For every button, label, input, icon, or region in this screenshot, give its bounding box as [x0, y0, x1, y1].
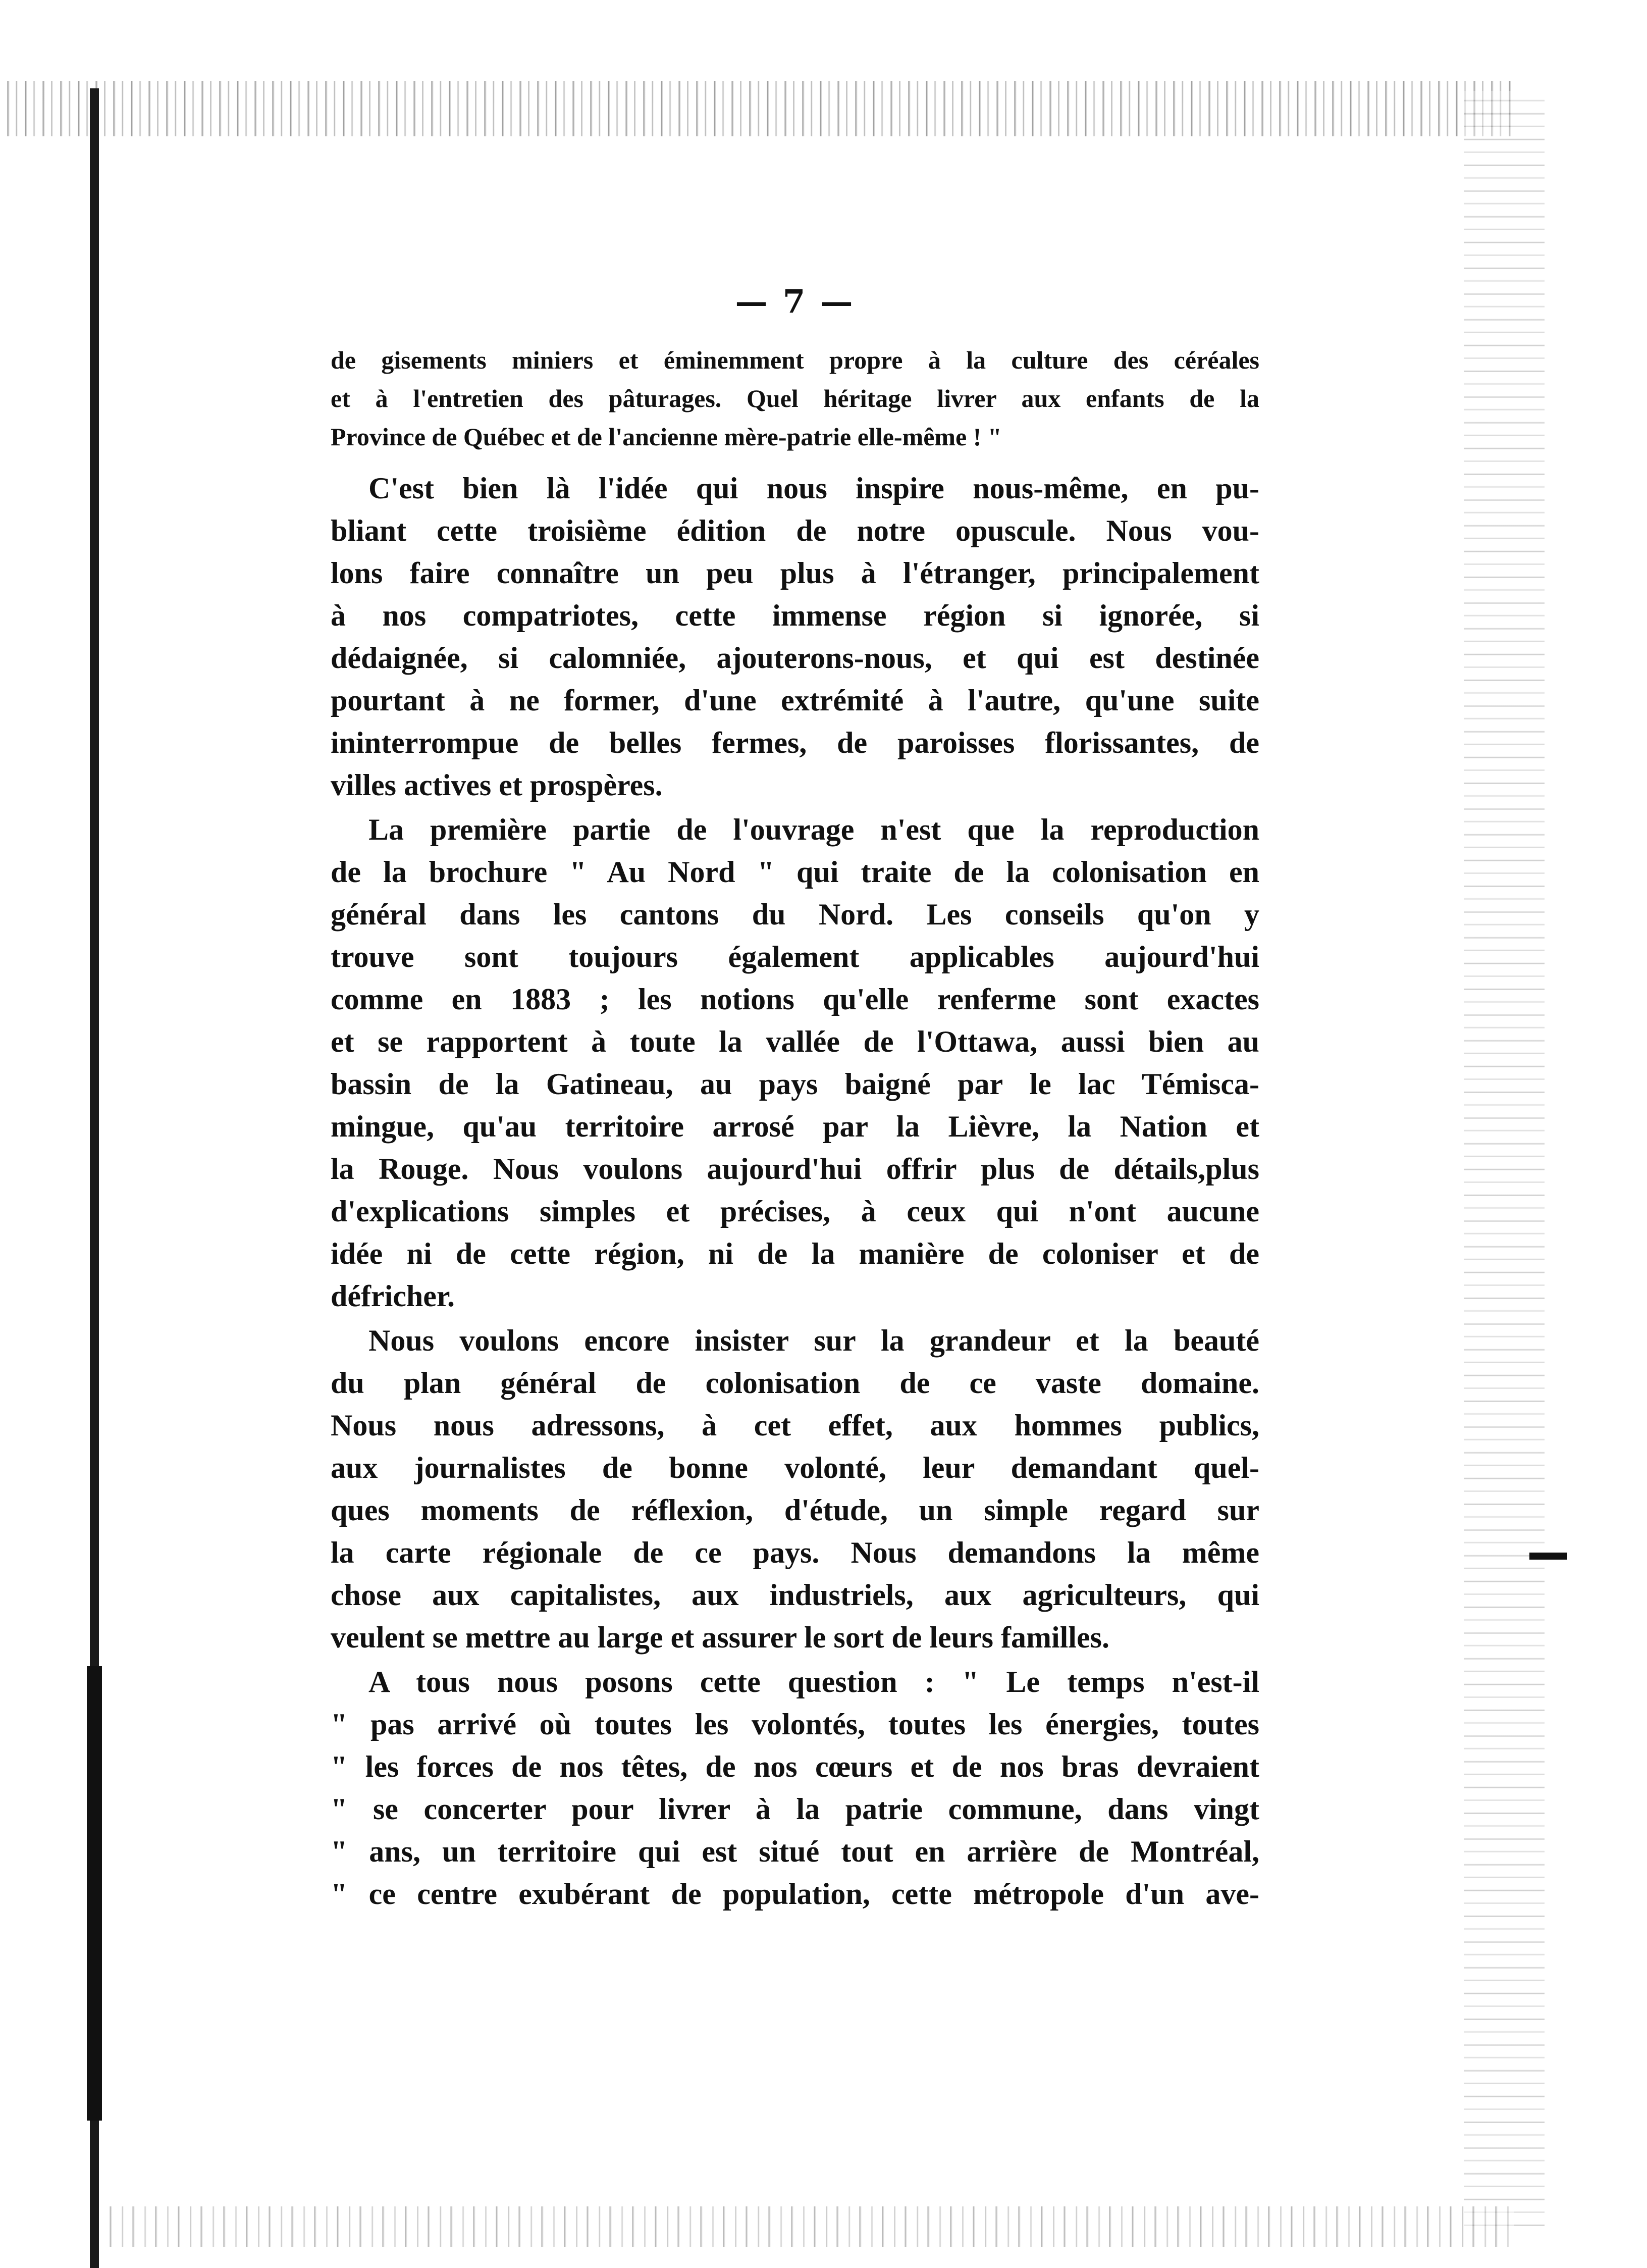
text-line: veulent se mettre au large et assurer le sort de leurs familles.	[331, 1621, 1109, 1654]
page-top-edge-noise	[0, 81, 1514, 136]
quote-line: Province de Québec et de l'ancienne mère-patrie elle-même ! "	[331, 423, 1002, 451]
text-line: bliant cette troisième édition de notre opuscule. Nous vou-	[331, 514, 1259, 547]
text-line: comme en 1883 ; les notions qu'elle renferme sont exactes	[331, 983, 1259, 1016]
text-line: aux journalistes de bonne volonté, leur demandant quel-	[331, 1451, 1259, 1484]
quote-line: et à l'entretien des pâturages. Quel héritage livrer aux enfants de la	[331, 384, 1259, 413]
page-number: — 7 —	[735, 283, 855, 321]
text-line: d'explications simples et précises, à ceux qui n'ont aucune	[331, 1195, 1259, 1228]
text-line: lons faire connaître un peu plus à l'étranger, principalement	[331, 556, 1259, 590]
paragraph-4	[331, 1661, 1259, 1915]
text-line: dédaignée, si calomniée, ajouterons-nous, et qui est destinée	[331, 641, 1259, 675]
text-line: " les forces de nos têtes, de nos cœurs et de nos bras devraient	[331, 1750, 1259, 1783]
text-line: Nous nous adressons, à cet effet, aux hommes publics,	[331, 1409, 1259, 1442]
text-line: A tous nous posons cette question : " Le temps n'est-il	[368, 1665, 1259, 1698]
text-line: La première partie de l'ouvrage n'est que la reproduction	[368, 813, 1259, 846]
text-line: la carte régionale de ce pays. Nous demandons la même	[331, 1536, 1259, 1569]
text-line: Nous voulons encore insister sur la grandeur et la beauté	[368, 1324, 1259, 1357]
text-line: idée ni de cette région, ni de la manière de coloniser et de	[331, 1237, 1259, 1270]
text-line: à nos compatriotes, cette immense région si ignorée, si	[331, 599, 1259, 632]
text-line: " se concerter pour livrer à la patrie commune, dans vingt	[331, 1792, 1259, 1826]
page-bottom-edge-noise	[101, 2206, 1514, 2247]
text-line: " pas arrivé où toutes les volontés, toutes les énergies, toutes	[331, 1708, 1259, 1741]
text-line: général dans les cantons du Nord. Les conseils qu'on y	[331, 898, 1259, 931]
text-line: chose aux capitalistes, aux industriels, aux agriculteurs, qui	[331, 1578, 1259, 1612]
text-line: C'est bien là l'idée qui nous inspire nous-même, en pu-	[368, 472, 1259, 505]
page-text	[331, 283, 1259, 1915]
quote-continuation	[331, 341, 1259, 456]
text-line: du plan général de colonisation de ce vaste domaine.	[331, 1366, 1259, 1400]
text-line: et se rapportent à toute la vallée de l'Ottawa, aussi bien au	[331, 1025, 1259, 1058]
text-line: trouve sont toujours également applicables aujourd'hui	[331, 940, 1259, 973]
text-line: villes actives et prospères.	[331, 768, 663, 802]
text-line: " ce centre exubérant de population, cette métropole d'un ave-	[331, 1877, 1259, 1911]
paragraph-1	[331, 467, 1259, 806]
text-line: mingue, qu'au territoire arrosé par la Lièvre, la Nation et	[331, 1110, 1259, 1143]
page-binding-shadow	[87, 1666, 102, 2121]
text-line: ininterrompue de belles fermes, de paroisses florissantes, de	[331, 726, 1259, 759]
text-line: défricher.	[331, 1279, 455, 1313]
text-line: pourtant à ne former, d'une extrémité à l'autre, qu'une suite	[331, 684, 1259, 717]
text-line: la Rouge. Nous voulons aujourd'hui offrir plus de détails,plus	[331, 1152, 1259, 1185]
text-line: " ans, un territoire qui est situé tout en arrière de Montréal,	[331, 1835, 1259, 1868]
quote-line: de gisements miniers et éminemment propre à la culture des céréales	[331, 346, 1259, 374]
text-line: bassin de la Gatineau, au pays baigné par le lac Témisca-	[331, 1067, 1259, 1101]
text-line: de la brochure " Au Nord " qui traite de la colonisation en	[331, 855, 1259, 889]
text-line: ques moments de réflexion, d'étude, un simple regard sur	[331, 1493, 1259, 1527]
paragraph-3	[331, 1319, 1259, 1659]
page-right-edge-noise	[1464, 91, 1545, 2237]
paragraph-2	[331, 808, 1259, 1317]
margin-mark	[1529, 1553, 1567, 1560]
